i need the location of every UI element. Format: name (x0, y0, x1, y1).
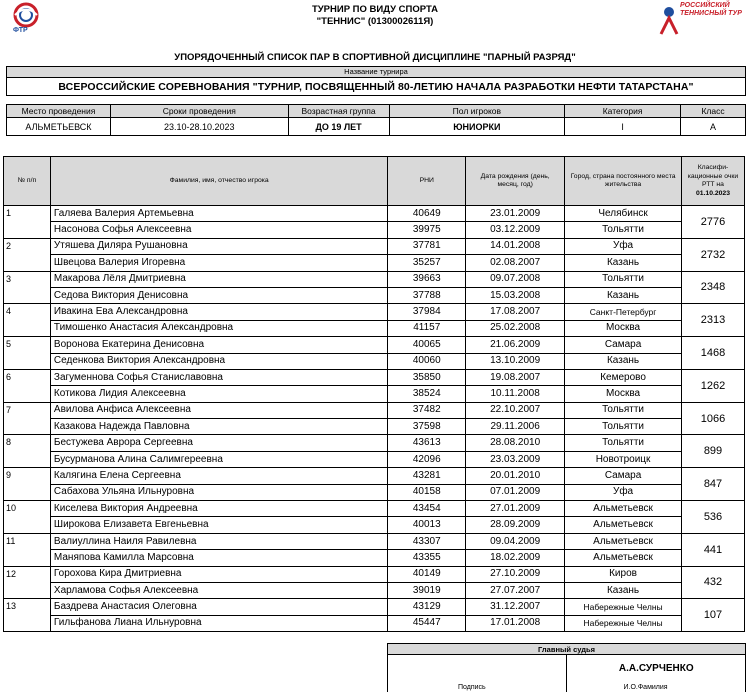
player-city: Кемерово (565, 369, 682, 385)
player-dob: 23.01.2009 (466, 206, 565, 222)
table-row (4, 238, 745, 254)
player-city: Казань (565, 287, 682, 303)
player-name: Бусурманова Алина Салимгереевна (50, 451, 387, 467)
pair-points: 1066 (681, 402, 744, 435)
table-row (4, 599, 745, 615)
player-rni: 43355 (388, 550, 466, 566)
rtt-logo-text: РОССИЙСКИЙ ТЕННИСНЫЙ ТУР (680, 2, 742, 17)
table-row (4, 222, 745, 238)
pair-number: 9 (4, 468, 51, 501)
info-header-category: Категория (565, 105, 681, 118)
pairs-table (3, 156, 745, 632)
player-dob: 28.09.2009 (466, 517, 565, 533)
player-city: Казань (565, 255, 682, 271)
player-name: Горохова Кира Дмитриевна (50, 566, 387, 582)
info-header-class: Класс (681, 105, 746, 118)
player-rni: 39019 (388, 582, 466, 598)
player-dob: 17.01.2008 (466, 615, 565, 631)
player-city: Тольятти (565, 271, 682, 287)
table-row (4, 517, 745, 533)
info-venue: АЛЬМЕТЬЕВСК (7, 118, 111, 136)
info-value-row (7, 118, 746, 136)
player-city: Уфа (565, 484, 682, 500)
player-dob: 19.08.2007 (466, 369, 565, 385)
pair-points: 1262 (681, 369, 744, 402)
header-line-2: "ТЕННИС" (0130002611Я) (316, 16, 434, 27)
info-header-venue: Место проведения (7, 105, 111, 118)
col-header-points-label: Класифи-кационные очки РТТ на (687, 164, 739, 188)
info-header-gender: Пол игроков (389, 105, 565, 118)
pair-number: 1 (4, 206, 51, 239)
player-dob: 13.10.2009 (466, 353, 565, 369)
player-rni: 35850 (388, 369, 466, 385)
table-row (4, 255, 745, 271)
player-dob: 02.08.2007 (466, 255, 565, 271)
pair-points: 847 (681, 468, 744, 501)
player-dob: 21.06.2009 (466, 337, 565, 353)
ftr-logo-text: ФТР (13, 27, 28, 34)
player-name: Загуменнова Софья Станиславовна (50, 369, 387, 385)
player-city: Москва (565, 320, 682, 336)
col-header-city: Город, страна постоянного места жительства (565, 157, 682, 206)
judge-caption: Главный судья (388, 644, 746, 655)
player-city: Санкт-Петербург (565, 304, 682, 320)
player-rni: 40060 (388, 353, 466, 369)
player-name: Утяшева Диляра Рушановна (50, 238, 387, 254)
pair-number: 5 (4, 337, 51, 370)
player-name: Калягина Елена Сергеевна (50, 468, 387, 484)
table-row (4, 501, 745, 517)
info-header-row (7, 105, 746, 118)
pair-number: 7 (4, 402, 51, 435)
table-row (4, 320, 745, 336)
player-city: Альметьевск (565, 501, 682, 517)
player-city: Альметьевск (565, 533, 682, 549)
player-name: Гильфанова Лиана Ильнуровна (50, 615, 387, 631)
player-dob: 07.01.2009 (466, 484, 565, 500)
player-name: Киселева Виктория Андреевна (50, 501, 387, 517)
player-city: Набережные Челны (565, 615, 682, 631)
judge-name: А.А.СУРЧЕНКО (618, 663, 694, 674)
pair-points: 899 (681, 435, 744, 468)
tournament-table (6, 66, 746, 96)
table-row (4, 451, 745, 467)
info-header-age-group: Возрастная группа (288, 105, 389, 118)
player-city: Тольятти (565, 222, 682, 238)
pair-points: 1468 (681, 337, 744, 370)
player-city: Москва (565, 386, 682, 402)
player-dob: 29.11.2006 (466, 419, 565, 435)
player-dob: 28.08.2010 (466, 435, 565, 451)
table-row (4, 615, 745, 631)
col-header-points-date: 01.10.2023 (695, 189, 730, 197)
player-name: Валиуллина Наиля Равилевна (50, 533, 387, 549)
player-city: Киров (565, 566, 682, 582)
player-dob: 23.03.2009 (466, 451, 565, 467)
player-dob: 18.02.2009 (466, 550, 565, 566)
player-city: Тольятти (565, 435, 682, 451)
pair-number: 8 (4, 435, 51, 468)
table-row (4, 484, 745, 500)
player-name: Авилова Анфиса Алексеевна (50, 402, 387, 418)
pair-points: 536 (681, 501, 744, 534)
table-row (4, 533, 745, 549)
player-rni: 43307 (388, 533, 466, 549)
info-header-dates: Сроки проведения (110, 105, 288, 118)
player-name: Сабахова Ульяна Ильнуровна (50, 484, 387, 500)
player-dob: 31.12.2007 (466, 599, 565, 615)
player-name: Казакова Надежда Павловна (50, 419, 387, 435)
info-class: А (681, 118, 746, 136)
player-city: Тольятти (565, 402, 682, 418)
tournament-name: ВСЕРОССИЙСКИЕ СОРЕВНОВАНИЯ "ТУРНИР, ПОСВЯЩЕННЫЙ 80-ЛЕТИЮ НАЧАЛА РАЗРАБОТКИ НЕФТИ ТАТАРСТАНА" (7, 78, 746, 96)
judge-name-cell (567, 655, 746, 692)
player-name: Котикова Лидия Алексеевна (50, 386, 387, 402)
player-dob: 25.02.2008 (466, 320, 565, 336)
table-row (4, 566, 745, 582)
info-category: I (565, 118, 681, 136)
player-rni: 35257 (388, 255, 466, 271)
table-row (4, 550, 745, 566)
player-name: Насонова Софья Алексеевна (50, 222, 387, 238)
player-name: Седова Виктория Денисовна (50, 287, 387, 303)
player-rni: 40158 (388, 484, 466, 500)
table-row (4, 304, 745, 320)
table-row (4, 369, 745, 385)
player-rni: 43281 (388, 468, 466, 484)
col-header-points (681, 157, 744, 206)
player-rni: 37788 (388, 287, 466, 303)
table-row (4, 419, 745, 435)
pair-points: 2732 (681, 238, 744, 271)
player-city: Уфа (565, 238, 682, 254)
player-city: Челябинск (565, 206, 682, 222)
header-line-1: ТУРНИР ПО ВИДУ СПОРТА (311, 4, 439, 15)
player-city: Самара (565, 468, 682, 484)
player-rni: 40149 (388, 566, 466, 582)
table-row (4, 287, 745, 303)
player-name: Бестужева Аврора Сергеевна (50, 435, 387, 451)
player-dob: 03.12.2009 (466, 222, 565, 238)
pair-number: 3 (4, 271, 51, 304)
col-header-dob: Дата рождения (день, месяц, год) (466, 157, 565, 206)
pair-number: 4 (4, 304, 51, 337)
table-row (4, 206, 745, 222)
player-dob: 09.04.2009 (466, 533, 565, 549)
info-gender: ЮНИОРКИ (389, 118, 565, 136)
player-rni: 39663 (388, 271, 466, 287)
table-row (4, 337, 745, 353)
player-rni: 37598 (388, 419, 466, 435)
player-rni: 40065 (388, 337, 466, 353)
col-header-name: Фамилия, имя, отчество игрока (50, 157, 387, 206)
player-rni: 40013 (388, 517, 466, 533)
info-dates: 23.10-28.10.2023 (110, 118, 288, 136)
table-row (4, 468, 745, 484)
pair-number: 12 (4, 566, 51, 599)
player-dob: 09.07.2008 (466, 271, 565, 287)
table-row (4, 386, 745, 402)
player-name: Тимошенко Анастасия Александровна (50, 320, 387, 336)
player-name: Макарова Лёля Дмитриевна (50, 271, 387, 287)
player-rni: 43454 (388, 501, 466, 517)
player-city: Самара (565, 337, 682, 353)
info-table (6, 104, 746, 136)
judge-signature-cell (388, 655, 567, 692)
judge-table (387, 643, 746, 692)
pair-points: 2348 (681, 271, 744, 304)
player-rni: 37984 (388, 304, 466, 320)
player-city: Набережные Челны (565, 599, 682, 615)
player-rni: 37482 (388, 402, 466, 418)
player-name: Баздрева Анастасия Олеговна (50, 599, 387, 615)
player-city: Альметьевск (565, 550, 682, 566)
pair-points: 432 (681, 566, 744, 599)
player-rni: 39975 (388, 222, 466, 238)
player-city: Альметьевск (565, 517, 682, 533)
player-name: Воронова Екатерина Денисовна (50, 337, 387, 353)
pair-number: 6 (4, 369, 51, 402)
tournament-caption: Название турнира (7, 67, 746, 78)
player-name: Седенкова Виктория Александровна (50, 353, 387, 369)
player-city: Казань (565, 353, 682, 369)
player-name: Широкова Елизавета Евгеньевна (50, 517, 387, 533)
table-row (4, 402, 745, 418)
player-rni: 45447 (388, 615, 466, 631)
fio-label: И.О.Фамилия (623, 684, 668, 691)
col-header-rni: РНИ (388, 157, 466, 206)
pair-points: 2776 (681, 206, 744, 239)
info-age-group: ДО 19 ЛЕТ (288, 118, 389, 136)
player-dob: 27.07.2007 (466, 582, 565, 598)
player-dob: 14.01.2008 (466, 238, 565, 254)
player-city: Тольятти (565, 419, 682, 435)
signature-label: Подпись (458, 684, 486, 691)
player-dob: 20.01.2010 (466, 468, 565, 484)
player-rni: 40649 (388, 206, 466, 222)
player-rni: 43129 (388, 599, 466, 615)
player-city: Казань (565, 582, 682, 598)
pair-number: 11 (4, 533, 51, 566)
pair-points: 107 (681, 599, 744, 632)
player-name: Ивакина Ева Александровна (50, 304, 387, 320)
player-dob: 22.10.2007 (466, 402, 565, 418)
table-row (4, 435, 745, 451)
table-row (4, 271, 745, 287)
player-rni: 43613 (388, 435, 466, 451)
pair-number: 10 (4, 501, 51, 534)
player-rni: 38524 (388, 386, 466, 402)
player-dob: 15.03.2008 (466, 287, 565, 303)
player-rni: 42096 (388, 451, 466, 467)
pair-number: 13 (4, 599, 51, 632)
table-row (4, 353, 745, 369)
document-subtitle: УПОРЯДОЧЕННЫЙ СПИСОК ПАР В СПОРТИВНОЙ ДИСЦИПЛИНЕ "ПАРНЫЙ РАЗРЯД" (174, 52, 576, 63)
table-row (4, 582, 745, 598)
player-name: Маняпова Камилла Марсовна (50, 550, 387, 566)
player-dob: 17.08.2007 (466, 304, 565, 320)
pair-points: 441 (681, 533, 744, 566)
pair-number: 2 (4, 238, 51, 271)
player-name: Харламова Софья Алексеевна (50, 582, 387, 598)
player-dob: 10.11.2008 (466, 386, 565, 402)
player-dob: 27.10.2009 (466, 566, 565, 582)
player-dob: 27.01.2009 (466, 501, 565, 517)
player-rni: 41157 (388, 320, 466, 336)
player-city: Новотроицк (565, 451, 682, 467)
col-header-num: № п/п (4, 157, 51, 206)
pair-points: 2313 (681, 304, 744, 337)
player-rni: 37781 (388, 238, 466, 254)
player-name: Швецова Валерия Игоревна (50, 255, 387, 271)
player-name: Галяева Валерия Артемьевна (50, 206, 387, 222)
pairs-header-row (4, 157, 745, 206)
